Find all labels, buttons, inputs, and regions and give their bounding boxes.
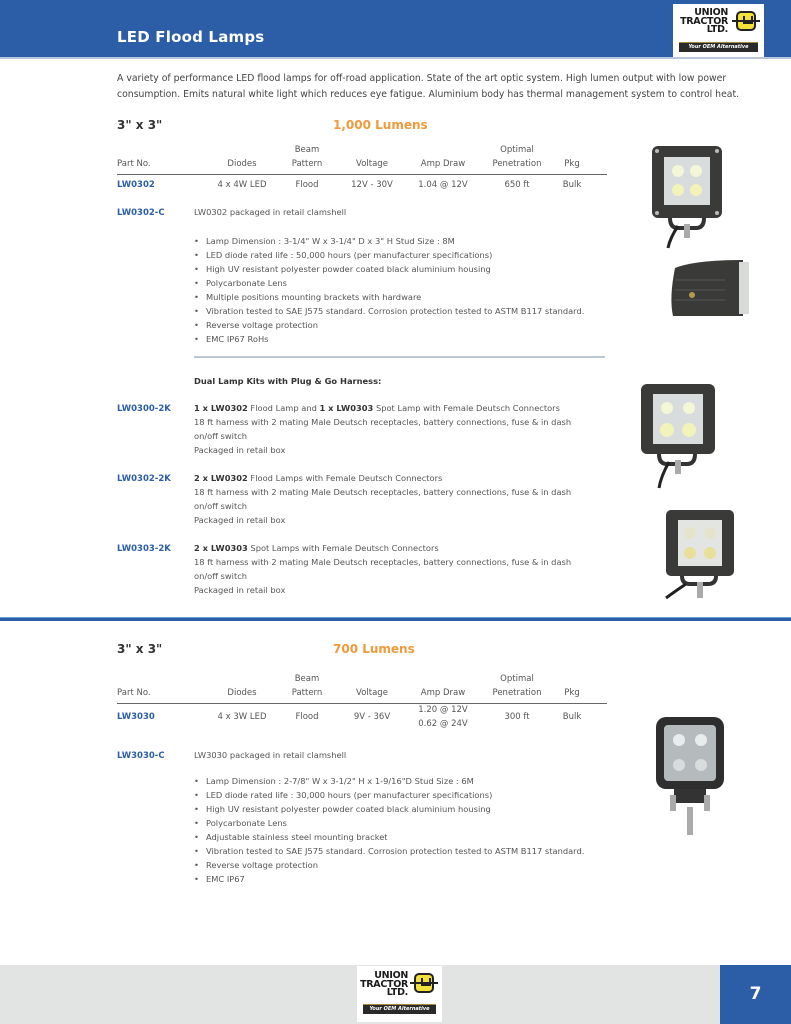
th-beam-1: Beam — [294, 674, 320, 684]
logo-line3: LTD. — [706, 24, 728, 36]
lamp-lw0302-side-image — [665, 258, 755, 323]
section1-size: 3" x 3" — [117, 118, 163, 132]
intro-paragraph: A variety of performance LED flood lamps for off-road application. State of the art optic system. High lumen output with low power consumption. Emits natural white light which reduces eye fatigue. Aluminium body has thermal management system to control heat. — [117, 73, 740, 100]
kit-text-a: Flood Lamp and — [247, 403, 320, 413]
feature-item: • Adjustable stainless steel mounting bracket — [194, 830, 584, 844]
kit-text-a: Flood Lamps with Female Deutsch Connectors — [247, 473, 443, 483]
cell-beam: Flood — [295, 712, 319, 722]
feature-item: • EMC IP67 — [194, 872, 584, 886]
th-amp-draw: Amp Draw — [420, 159, 466, 169]
section2-features — [194, 774, 584, 886]
kit-text-a: Spot Lamps with Female Deutsch Connectors — [247, 543, 439, 553]
th-part-no: Part No. — [117, 159, 151, 169]
page-title: LED Flood Lamps — [117, 28, 265, 46]
kits-title: Dual Lamp Kits with Plug & Go Harness: — [194, 376, 382, 386]
section2-size: 3" x 3" — [117, 642, 163, 656]
logo-tagline: Your OEM Alternative — [679, 42, 758, 52]
lamp-lw0300-2k-image — [637, 380, 719, 490]
table-rule — [117, 703, 607, 704]
th-beam-2: Pattern — [291, 688, 323, 698]
kit-qty-a: 1 x LW0302 — [194, 403, 248, 413]
clamshell-part-no: LW0302-C — [117, 208, 165, 218]
section-separator — [0, 617, 791, 621]
cell-pkg: Bulk — [562, 712, 582, 722]
lamp-lw0303-2k-image — [664, 508, 736, 608]
th-pen-1: Optimal — [500, 674, 534, 684]
th-pkg: Pkg — [564, 159, 580, 169]
feature-item: • Reverse voltage protection — [194, 318, 584, 332]
lamp-lw0302-front-image — [648, 142, 726, 252]
kit-line: Packaged in retail box — [194, 445, 286, 455]
kit-line: 18 ft harness with 2 mating Male Deutsch receptacles, battery connections, fuse & in dash — [194, 557, 572, 567]
kit-line: on/off switch — [194, 501, 248, 511]
cell-part-no: LW0302 — [117, 180, 155, 190]
feature-item: • Lamp Dimension : 2-7/8" W x 3-1/2" H x 1-9/16"D Stud Size : 6M — [194, 774, 584, 788]
cell-diodes: 4 x 3W LED — [217, 712, 267, 722]
kit-qty-a: 2 x LW0303 — [194, 543, 248, 553]
kit-desc — [194, 541, 571, 597]
feature-item: • Polycarbonate Lens — [194, 816, 584, 830]
kit-part-no: LW0303-2K — [117, 544, 171, 554]
kit-text-b: Spot Lamp with Female Deutsch Connectors — [373, 403, 560, 413]
logo-emblem-icon — [736, 11, 756, 31]
page-number: 7 — [720, 965, 791, 1024]
feature-item: • LED diode rated life : 50,000 hours (per manufacturer specifications) — [194, 248, 584, 262]
clamshell-desc: LW0302 packaged in retail clamshell — [194, 207, 347, 217]
th-beam-1: Beam — [294, 145, 320, 155]
th-diodes: Diodes — [227, 688, 257, 698]
cell-voltage: 9V - 36V — [353, 712, 391, 722]
clamshell-part-no: LW3030-C — [117, 751, 165, 761]
cell-diodes: 4 x 4W LED — [217, 180, 267, 190]
logo-tagline: Your OEM Alternative — [363, 1004, 436, 1014]
clamshell-desc: LW3030 packaged in retail clamshell — [194, 750, 347, 760]
kit-part-no: LW0302-2K — [117, 474, 171, 484]
feature-item: • Vibration tested to SAE J575 standard. Corrosion protection tested to ASTM B117 standard. — [194, 844, 584, 858]
th-amp-draw: Amp Draw — [420, 688, 466, 698]
th-voltage: Voltage — [356, 688, 388, 698]
kit-line: on/off switch — [194, 571, 248, 581]
cell-pkg: Bulk — [562, 180, 582, 190]
th-diodes: Diodes — [227, 159, 257, 169]
union-tractor-logo-footer — [357, 966, 442, 1022]
kit-line: Packaged in retail box — [194, 585, 286, 595]
section2-lumens: 700 Lumens — [333, 642, 415, 656]
cell-voltage: 12V - 30V — [351, 180, 393, 190]
logo-line2: TRACTOR — [680, 15, 728, 27]
cell-penetration: 650 ft — [504, 180, 530, 190]
th-pen-2: Penetration — [492, 688, 542, 698]
cell-amp-draw-24v: 0.62 @ 24V — [418, 719, 468, 729]
logo-line3: LTD. — [386, 987, 408, 999]
cell-penetration: 300 ft — [504, 712, 530, 722]
cell-part-no: LW3030 — [117, 712, 155, 722]
cell-amp-draw: 1.04 @ 12V — [418, 180, 468, 190]
lamp-lw3030-image — [654, 715, 726, 840]
th-part-no: Part No. — [117, 688, 151, 698]
logo-line1: UNION — [374, 970, 408, 981]
th-pen-1: Optimal — [500, 145, 534, 155]
cell-amp-draw-12v: 1.20 @ 12V — [418, 705, 468, 715]
table-rule — [117, 174, 607, 175]
kit-line: on/off switch — [194, 431, 248, 441]
th-pen-2: Penetration — [492, 159, 542, 169]
kit-line: 18 ft harness with 2 mating Male Deutsch receptacles, battery connections, fuse & in dash — [194, 417, 572, 427]
union-tractor-logo — [673, 4, 764, 57]
kit-line: Packaged in retail box — [194, 515, 286, 525]
feature-item: • Multiple positions mounting brackets with hardware — [194, 290, 584, 304]
feature-item: • EMC IP67 RoHs — [194, 332, 584, 346]
feature-item: • High UV resistant polyester powder coated black aluminium housing — [194, 802, 584, 816]
kit-line: 18 ft harness with 2 mating Male Deutsch receptacles, battery connections, fuse & in dash — [194, 487, 572, 497]
th-beam-2: Pattern — [291, 159, 323, 169]
logo-emblem-icon — [414, 973, 434, 993]
section1-features — [194, 234, 584, 346]
logo-line1: UNION — [694, 7, 728, 18]
kit-desc — [194, 471, 571, 527]
feature-item: • Reverse voltage protection — [194, 858, 584, 872]
th-pkg: Pkg — [564, 688, 580, 698]
feature-item: • High UV resistant polyester powder coated black aluminium housing — [194, 262, 584, 276]
logo-line2: TRACTOR — [360, 978, 408, 990]
section1-lumens: 1,000 Lumens — [333, 118, 428, 132]
feature-item: • Vibration tested to SAE J575 standard. Corrosion protection tested to ASTM B117 standard. — [194, 304, 584, 318]
kit-desc — [194, 401, 571, 457]
kit-qty-b: 1 x LW0303 — [319, 403, 374, 413]
cell-beam: Flood — [295, 180, 319, 190]
feature-item: • Lamp Dimension : 3-1/4" W x 3-1/4" D x 3" H Stud Size : 8M — [194, 234, 584, 248]
section-divider — [194, 356, 605, 358]
feature-item: • LED diode rated life : 30,000 hours (per manufacturer specifications) — [194, 788, 584, 802]
feature-item: • Polycarbonate Lens — [194, 276, 584, 290]
th-voltage: Voltage — [356, 159, 388, 169]
kit-qty-a: 2 x LW0302 — [194, 473, 248, 483]
kit-part-no: LW0300-2K — [117, 404, 171, 414]
